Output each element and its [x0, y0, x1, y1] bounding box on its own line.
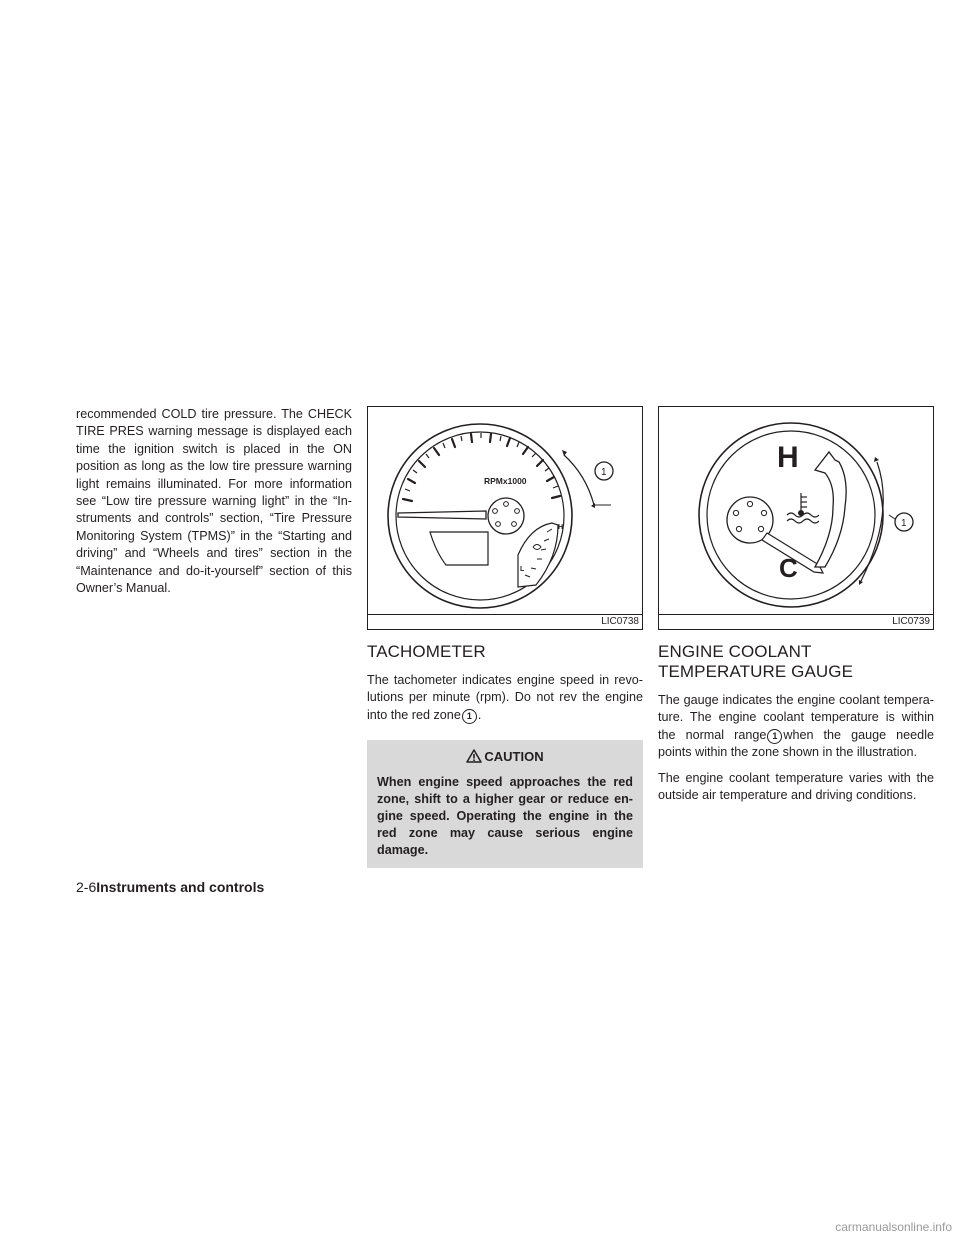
tachometer-figure: [367, 406, 643, 630]
coolant-text-before: The gauge indicates the engine coolant temperature. The engine coolant temperature is within the normal range: [658, 693, 934, 742]
callout-1-number: 1: [601, 467, 607, 478]
column-left: [76, 406, 352, 597]
section-title: Instruments and controls: [96, 879, 265, 895]
callout-1-number: 1: [901, 518, 907, 529]
coolant-heading: ENGINE COOLANT TEMPERATURE GAUGE: [658, 642, 854, 681]
figure-id: LIC0739: [892, 616, 930, 627]
callout-reference-1: 1: [767, 729, 782, 744]
coolant-paragraph-2: The engine coolant temperature varies with the outside air temperature and driving conditions.: [658, 770, 934, 803]
coolant-paragraph-1: [658, 692, 934, 762]
page-number: 2-6: [76, 879, 97, 895]
column-middle: [367, 406, 643, 868]
tachometer-paragraph: [367, 672, 643, 724]
gauge-c-mark: C: [779, 553, 798, 583]
coolant-gauge-illustration: [659, 407, 933, 629]
coolant-text-after: when the gauge needle points within the zone shown in the illustration.: [658, 727, 934, 760]
column-right: [658, 406, 934, 804]
tire-pressure-paragraph: recommended COLD tire pressure. The CHECK TIRE PRES warning message is displayed each time the ignition switch is placed in the ON position as long as the low tire pressure warning light remains illuminated. For more information see “Low tire pressure warning light” in the “Instruments and controls” section, “Tire Pressure Monitoring System (TPMS)” in the “Starting and driving” and “Wheels and tires” section in the “Maintenance and do-it-yourself” section of this Owner’s Manual.: [76, 407, 352, 596]
figure-id: LIC0738: [601, 616, 639, 627]
temp-l-mark: L: [520, 566, 525, 573]
page-footer: [76, 878, 264, 896]
warning-triangle-icon: [466, 749, 482, 763]
tachometer-text-after: .: [477, 707, 482, 722]
tachometer-text-before: The tachometer indicates engine speed in revolutions per minute (rpm). Do not rev the engine into the red zone: [367, 673, 643, 722]
rpm-label: RPMx1000: [484, 476, 527, 486]
tachometer-illustration: [368, 407, 642, 629]
coolant-gauge-figure: [658, 406, 934, 630]
caution-header: [377, 748, 633, 766]
callout-reference-1: 1: [462, 709, 477, 724]
watermark: carmanualsonline.info: [835, 1220, 952, 1234]
temp-h-mark: H: [558, 524, 564, 531]
caution-title: CAUTION: [484, 749, 544, 765]
tachometer-heading: TACHOMETER: [367, 642, 486, 661]
gauge-h-mark: H: [777, 441, 799, 474]
caution-box: [367, 740, 643, 868]
caution-text: When engine speed approaches the red zone, shift to a higher gear or reduce engine speed. Operating the engine in the red zone may cause serious engine damage.: [377, 775, 633, 858]
